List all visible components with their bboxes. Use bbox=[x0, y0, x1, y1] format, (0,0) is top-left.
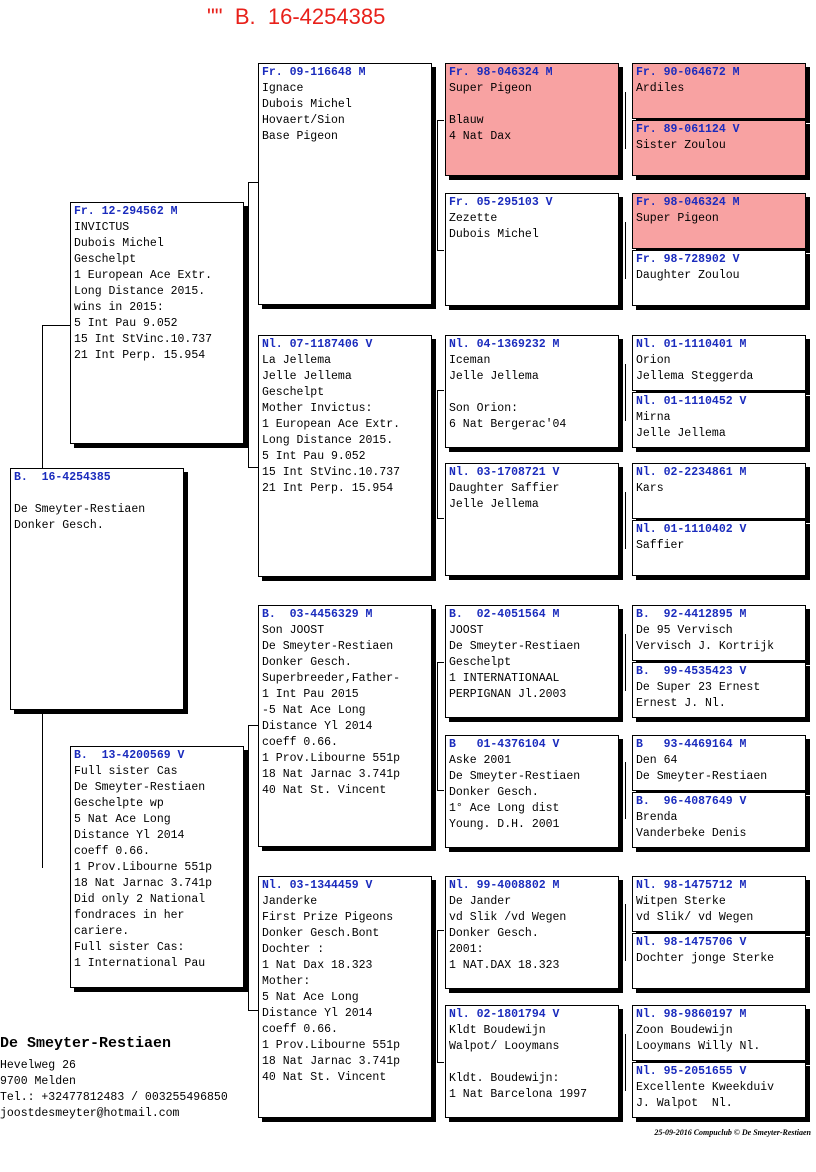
card-line: Dochter jonge Sterke bbox=[636, 952, 775, 965]
card-line: -5 Nat Ace Long bbox=[262, 704, 366, 717]
card-line: JOOST bbox=[449, 624, 484, 637]
pigeon-card-g1[interactable] bbox=[632, 63, 806, 119]
connector-line bbox=[437, 120, 444, 121]
card-line: Dubois Michel bbox=[74, 237, 164, 250]
connector-line bbox=[437, 518, 444, 519]
card-line: Excellente Kweekduiv bbox=[636, 1081, 775, 1094]
card-line: Donker Gesch.Bont bbox=[262, 927, 380, 940]
pigeon-card-g11[interactable] bbox=[632, 735, 806, 791]
card-line: Brenda bbox=[636, 811, 678, 824]
pigeon-card-g8[interactable] bbox=[632, 520, 806, 576]
ring-number: Nl. 98-9860197 M bbox=[636, 1008, 747, 1021]
ring-number: Fr. 12-294562 M bbox=[74, 205, 178, 218]
card-line: fondraces in her bbox=[74, 909, 185, 922]
card-line: De Smeyter-Restiaen bbox=[262, 640, 394, 653]
connector-line bbox=[437, 250, 444, 251]
card-line: De Super 23 Ernest bbox=[636, 681, 761, 694]
card-line: Jelle Jellema bbox=[262, 370, 352, 383]
connector-line bbox=[625, 222, 626, 279]
connector-line bbox=[437, 930, 438, 1062]
card-line: coeff 0.66. bbox=[262, 736, 338, 749]
card-line: INVICTUS bbox=[74, 221, 130, 234]
ring-number: B. 96-4087649 V bbox=[636, 795, 747, 808]
card-line: Son JOOST bbox=[262, 624, 325, 637]
card-line: Long Distance 2015. bbox=[74, 285, 206, 298]
connector-line bbox=[437, 662, 444, 663]
card-line: Distance Yl 2014 bbox=[262, 1007, 373, 1020]
card-line: Superbreeder,Father- bbox=[262, 672, 401, 685]
ring-number: Fr. 05-295103 V bbox=[449, 196, 553, 209]
pigeon-card-g9[interactable] bbox=[632, 605, 806, 661]
ring-number: Fr. 98-728902 V bbox=[636, 253, 740, 266]
card-line: Daughter Zoulou bbox=[636, 269, 740, 282]
card-line: Walpot/ Looymans bbox=[449, 1040, 560, 1053]
ring-number: Nl. 98-1475706 V bbox=[636, 936, 747, 949]
card-line: Zoon Boudewijn bbox=[636, 1024, 733, 1037]
card-line: Hovaert/Sion bbox=[262, 114, 345, 127]
ring-number: B 01-4376104 V bbox=[449, 738, 560, 751]
pigeon-card-ddd[interactable] bbox=[445, 1005, 619, 1118]
card-line: coeff 0.66. bbox=[74, 845, 150, 858]
card-line: Donker Gesch. bbox=[262, 656, 352, 669]
owner-street: Hevelweg 26 bbox=[0, 1059, 76, 1072]
connector-line bbox=[625, 92, 626, 149]
pigeon-card-sds[interactable] bbox=[445, 335, 619, 448]
card-line: Vervisch J. Kortrijk bbox=[636, 640, 775, 653]
ring-number: Nl. 99-4008802 M bbox=[449, 879, 560, 892]
card-line: De Smeyter-Restiaen bbox=[14, 503, 146, 516]
ring-number: Fr. 98-046324 M bbox=[449, 66, 553, 79]
card-line: Donker Gesch. bbox=[449, 927, 539, 940]
card-line: 1 NAT.DAX 18.323 bbox=[449, 959, 560, 972]
ring-number: Nl. 01-1110401 M bbox=[636, 338, 747, 351]
card-line: Jelle Jellema bbox=[449, 370, 539, 383]
pigeon-card-ss[interactable] bbox=[258, 63, 432, 305]
ring-number: B. 03-4456329 M bbox=[262, 608, 373, 621]
card-line: Geschelpte wp bbox=[74, 797, 164, 810]
pigeon-card-subject[interactable] bbox=[10, 468, 184, 710]
owner-city: 9700 Melden bbox=[0, 1075, 76, 1088]
owner-name: De Smeyter-Restiaen bbox=[0, 1035, 172, 1052]
connector-line bbox=[437, 930, 444, 931]
connector-line bbox=[42, 710, 43, 868]
card-line: Base Pigeon bbox=[262, 130, 338, 143]
connector-line bbox=[248, 467, 258, 468]
card-line: Donker Gesch. bbox=[14, 519, 104, 532]
connector-line bbox=[625, 634, 626, 691]
ring-number: Fr. 09-116648 M bbox=[262, 66, 366, 79]
card-line: De Smeyter-Restiaen bbox=[74, 781, 206, 794]
pigeon-card-g7[interactable] bbox=[632, 463, 806, 519]
card-line: 1 Prov.Libourne 551p bbox=[262, 1039, 401, 1052]
pigeon-card-g13[interactable] bbox=[632, 876, 806, 932]
card-line: 18 Nat Jarnac 3.741p bbox=[262, 1055, 401, 1068]
pigeon-card-dam[interactable] bbox=[70, 746, 244, 988]
card-line: vd Slik/ vd Wegen bbox=[636, 911, 754, 924]
card-line: Ernest J. Nl. bbox=[636, 697, 726, 710]
connector-line bbox=[42, 325, 43, 468]
owner-phone: Tel.: +32477812483 / 003255496850 bbox=[0, 1091, 228, 1104]
card-line: Distance Yl 2014 bbox=[74, 829, 185, 842]
card-line: Long Distance 2015. bbox=[262, 434, 394, 447]
card-line: 1 Nat Barcelona 1997 bbox=[449, 1088, 588, 1101]
card-line: 6 Nat Bergerac'04 bbox=[449, 418, 567, 431]
ring-number: Nl. 03-1708721 V bbox=[449, 466, 560, 479]
page-title: "" B. 16-4254385 bbox=[207, 4, 386, 29]
ring-number: Fr. 90-064672 M bbox=[636, 66, 740, 79]
card-line: Kars bbox=[636, 482, 664, 495]
card-line: 5 Nat Ace Long bbox=[262, 991, 359, 1004]
card-line: Looymans Willy Nl. bbox=[636, 1040, 761, 1053]
ring-number: Nl. 02-1801794 V bbox=[449, 1008, 560, 1021]
pigeon-card-dss[interactable] bbox=[445, 605, 619, 718]
ring-number: B. 16-4254385 bbox=[14, 471, 111, 484]
ring-number: Nl. 95-2051655 V bbox=[636, 1065, 747, 1078]
pigeon-card-g4[interactable] bbox=[632, 250, 806, 306]
card-line: 1 International Pau bbox=[74, 957, 206, 970]
card-line: Zezette bbox=[449, 212, 498, 225]
card-line: 4 Nat Dax bbox=[449, 130, 512, 143]
card-line: Janderke bbox=[262, 895, 318, 908]
card-line: De Smeyter-Restiaen bbox=[636, 770, 768, 783]
connector-line bbox=[625, 364, 626, 421]
card-line: De Jander bbox=[449, 895, 512, 908]
card-line: 5 Int Pau 9.052 bbox=[74, 317, 178, 330]
card-line: Jellema Steggerda bbox=[636, 370, 754, 383]
card-line: De 95 Vervisch bbox=[636, 624, 733, 637]
connector-line bbox=[625, 762, 626, 819]
pigeon-card-g5[interactable] bbox=[632, 335, 806, 391]
ring-number: Nl. 02-2234861 M bbox=[636, 466, 747, 479]
pigeon-card-dd[interactable] bbox=[258, 876, 432, 1118]
connector-line bbox=[437, 120, 438, 250]
pigeon-card-g12[interactable] bbox=[632, 792, 806, 848]
card-line: J. Walpot Nl. bbox=[636, 1097, 733, 1110]
connector-line bbox=[625, 904, 626, 961]
card-line: Jelle Jellema bbox=[449, 498, 539, 511]
card-line: Kldt. Boudewijn: bbox=[449, 1072, 560, 1085]
connector-line bbox=[248, 182, 249, 467]
card-line: La Jellema bbox=[262, 354, 332, 367]
card-line: First Prize Pigeons bbox=[262, 911, 394, 924]
card-line: Aske 2001 bbox=[449, 754, 512, 767]
pigeon-card-g10[interactable] bbox=[632, 662, 806, 718]
connector-line bbox=[437, 662, 438, 790]
card-line: Dochter : bbox=[262, 943, 325, 956]
footer-credit: 25-09-2016 Compuclub © De Smeyter-Restiaen bbox=[654, 1128, 811, 1137]
card-line: Dubois Michel bbox=[262, 98, 352, 111]
card-line: Kldt Boudewijn bbox=[449, 1024, 546, 1037]
card-line: Mirna bbox=[636, 411, 671, 424]
card-line: Mother: bbox=[262, 975, 311, 988]
ring-number: Fr. 89-061124 V bbox=[636, 123, 740, 136]
ring-number: Nl. 04-1369232 M bbox=[449, 338, 560, 351]
ring-number: Nl. 03-1344459 V bbox=[262, 879, 373, 892]
owner-address bbox=[0, 1034, 228, 1122]
pigeon-card-g2[interactable] bbox=[632, 120, 806, 176]
card-line: 21 Int Perp. 15.954 bbox=[262, 482, 394, 495]
card-line: Mother Invictus: bbox=[262, 402, 373, 415]
ring-number: Nl. 07-1187406 V bbox=[262, 338, 373, 351]
card-line bbox=[14, 486, 180, 502]
card-line: Did only 2 National bbox=[74, 893, 206, 906]
pigeon-card-sdd[interactable] bbox=[445, 463, 619, 576]
card-line: Super Pigeon bbox=[449, 82, 532, 95]
card-line: wins in 2015: bbox=[74, 301, 164, 314]
card-line bbox=[449, 1055, 615, 1071]
connector-line bbox=[248, 725, 249, 1010]
ring-number: Nl. 98-1475712 M bbox=[636, 879, 747, 892]
card-line: 1° Ace Long dist bbox=[449, 802, 560, 815]
owner-email: joostdesmeyter@hotmail.com bbox=[0, 1107, 180, 1120]
ring-number: B 93-4469164 M bbox=[636, 738, 747, 751]
connector-line bbox=[248, 1010, 258, 1011]
card-line: De Smeyter-Restiaen bbox=[449, 640, 581, 653]
pigeon-card-sd[interactable] bbox=[258, 335, 432, 577]
card-line: 1 INTERNATIONAAL bbox=[449, 672, 560, 685]
card-line: Saffier bbox=[636, 539, 685, 552]
card-line: Young. D.H. 2001 bbox=[449, 818, 560, 831]
card-line: Blauw bbox=[449, 114, 484, 127]
card-line bbox=[449, 97, 615, 113]
connector-line bbox=[437, 1062, 444, 1063]
pigeon-card-g16[interactable] bbox=[632, 1062, 806, 1118]
card-line: 18 Nat Jarnac 3.741p bbox=[262, 768, 401, 781]
card-line: Geschelpt bbox=[74, 253, 137, 266]
card-line: Iceman bbox=[449, 354, 491, 367]
card-line: 5 Nat Ace Long bbox=[74, 813, 171, 826]
card-line: 18 Nat Jarnac 3.741p bbox=[74, 877, 213, 890]
card-line: 21 Int Perp. 15.954 bbox=[74, 349, 206, 362]
card-line: Daughter Saffier bbox=[449, 482, 560, 495]
ring-number: Fr. 98-046324 M bbox=[636, 196, 740, 209]
connector-line bbox=[42, 325, 70, 326]
connector-line bbox=[625, 1034, 626, 1091]
card-line: Son Orion: bbox=[449, 402, 519, 415]
pigeon-card-ssd[interactable] bbox=[445, 193, 619, 306]
connector-line bbox=[437, 390, 438, 518]
card-line: Geschelpt bbox=[449, 656, 512, 669]
card-line: Distance Yl 2014 bbox=[262, 720, 373, 733]
card-line: Dubois Michel bbox=[449, 228, 539, 241]
card-line: 40 Nat St. Vincent bbox=[262, 784, 387, 797]
connector-line bbox=[248, 725, 258, 726]
ring-number: B. 02-4051564 M bbox=[449, 608, 560, 621]
card-line: vd Slik /vd Wegen bbox=[449, 911, 567, 924]
card-line: PERPIGNAN Jl.2003 bbox=[449, 688, 567, 701]
pigeon-card-sss[interactable] bbox=[445, 63, 619, 176]
card-line: Donker Gesch. bbox=[449, 786, 539, 799]
ring-number: Nl. 01-1110402 V bbox=[636, 523, 747, 536]
card-line: 1 Prov.Libourne 551p bbox=[262, 752, 401, 765]
connector-line bbox=[437, 390, 444, 391]
card-line: 1 Nat Dax 18.323 bbox=[262, 959, 373, 972]
card-line: Ignace bbox=[262, 82, 304, 95]
pigeon-card-g14[interactable] bbox=[632, 933, 806, 989]
card-line: 15 Int StVinc.10.737 bbox=[262, 466, 401, 479]
card-line: Geschelpt bbox=[262, 386, 325, 399]
pigeon-card-g3[interactable] bbox=[632, 193, 806, 249]
card-line: De Smeyter-Restiaen bbox=[449, 770, 581, 783]
pigeon-card-dds[interactable] bbox=[445, 876, 619, 989]
card-line: Orion bbox=[636, 354, 671, 367]
card-line: 15 Int StVinc.10.737 bbox=[74, 333, 213, 346]
pigeon-card-g6[interactable] bbox=[632, 392, 806, 448]
connector-line bbox=[625, 492, 626, 549]
connector-line bbox=[248, 182, 258, 183]
ring-number: B. 92-4412895 M bbox=[636, 608, 747, 621]
card-line: coeff 0.66. bbox=[262, 1023, 338, 1036]
ring-number: B. 99-4535423 V bbox=[636, 665, 747, 678]
pigeon-card-g15[interactable] bbox=[632, 1005, 806, 1061]
pigeon-card-sire[interactable] bbox=[70, 202, 244, 444]
card-line: Full sister Cas: bbox=[74, 941, 185, 954]
card-line: 1 Prov.Libourne 551p bbox=[74, 861, 213, 874]
card-line: 5 Int Pau 9.052 bbox=[262, 450, 366, 463]
card-line: 1 European Ace Extr. bbox=[74, 269, 213, 282]
pigeon-card-dsd[interactable] bbox=[445, 735, 619, 848]
card-line: 1 Int Pau 2015 bbox=[262, 688, 359, 701]
connector-line bbox=[437, 790, 444, 791]
ring-number: Nl. 01-1110452 V bbox=[636, 395, 747, 408]
card-line: Full sister Cas bbox=[74, 765, 178, 778]
card-line: cariere. bbox=[74, 925, 130, 938]
card-line: Den 64 bbox=[636, 754, 678, 767]
card-line: Super Pigeon bbox=[636, 212, 719, 225]
card-line: Jelle Jellema bbox=[636, 427, 726, 440]
ring-number: B. 13-4200569 V bbox=[74, 749, 185, 762]
card-line bbox=[449, 385, 615, 401]
card-line: Witpen Sterke bbox=[636, 895, 726, 908]
card-line: 40 Nat St. Vincent bbox=[262, 1071, 387, 1084]
card-line: Ardiles bbox=[636, 82, 685, 95]
card-line: 2001: bbox=[449, 943, 484, 956]
pigeon-card-ds[interactable] bbox=[258, 605, 432, 847]
card-line: 1 European Ace Extr. bbox=[262, 418, 401, 431]
card-line: Sister Zoulou bbox=[636, 139, 726, 152]
card-line: Vanderbeke Denis bbox=[636, 827, 747, 840]
